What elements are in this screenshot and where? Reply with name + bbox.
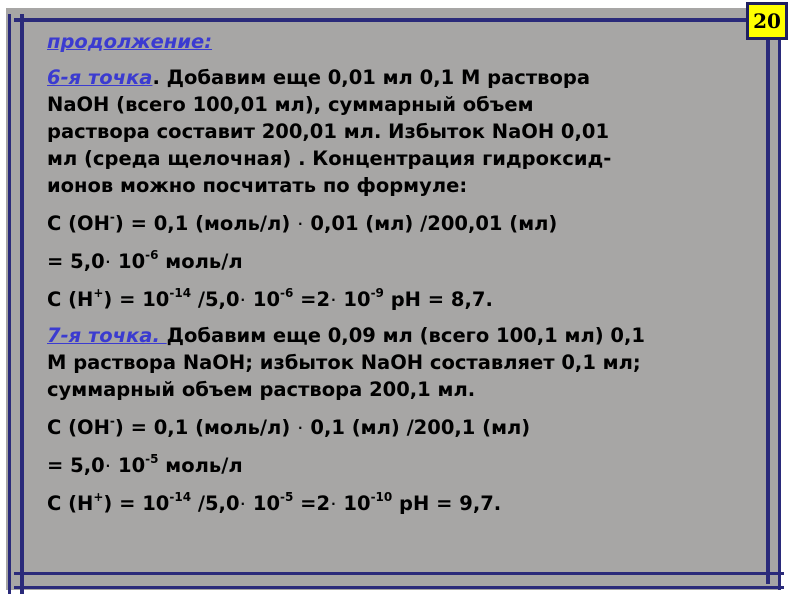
- heading[interactable]: продолжение:: [47, 30, 213, 53]
- point6-link[interactable]: 6-я точка: [47, 66, 153, 89]
- frame-line-bottom-outer: [14, 586, 784, 589]
- frame-line-left-outer: [8, 14, 11, 594]
- point6-line-2: NaOH (всего 100,01 мл), суммарный объем: [47, 93, 534, 116]
- point7-line-3: суммарный объем раствора 200,1 мл.: [47, 378, 476, 401]
- frame-line-left-inner: [20, 14, 24, 594]
- point6-line-5: ионов можно посчитать по формуле:: [47, 174, 468, 197]
- frame-line-top: [14, 18, 766, 22]
- point6-formula-h-ph: C $(H^+) = 10^{-14}$ /5,0. $10^{-6} =2^.$ $10^{-9}$ pH = 8,7.: [47, 286, 493, 311]
- point7-formula-oh-result: = 5,0. $10^{-5}$ моль/л: [47, 452, 243, 477]
- point7-formula-h-ph: C $(H^+) = 10^{-14}$ /5,0. $10^{-5} =2^.$ $10^{-10}$ pH = 9,7.: [47, 490, 502, 515]
- point7-line-1: 7-я точка. Добавим еще 0,09 мл (всего 100,1 мл) 0,1: [47, 324, 645, 347]
- point6-formula-oh-result: = 5,0. $10^{-6}$ моль/л: [47, 248, 243, 273]
- point7-link[interactable]: 7-я точка.: [47, 324, 167, 347]
- frame-line-right-outer: [778, 14, 781, 590]
- point7-line-2: М раствора NaOH; избыток NaOH составляет 0,1 мл;: [47, 351, 641, 374]
- point7-formula-oh: C (OH-) = 0,1 (моль/л) . 0,1 (мл) /200,1 (мл): [47, 414, 531, 439]
- slide-number-badge: 20: [746, 2, 788, 40]
- point6-line-3: раствора составит 200,01 мл. Избыток NaOH 0,01: [47, 120, 610, 143]
- point6-line-4: мл (среда щелочная) . Концентрация гидроксид-: [47, 147, 612, 170]
- slide-content: [47, 28, 769, 517]
- point6-line-1: 6-я точка. Добавим еще 0,01 мл 0,1 М раствора: [47, 66, 590, 89]
- point6-formula-oh: C (OH-) = 0,1 (моль/л) . 0,01 (мл) /200,01 (мл): [47, 210, 558, 235]
- frame-line-bottom-inner: [14, 572, 784, 575]
